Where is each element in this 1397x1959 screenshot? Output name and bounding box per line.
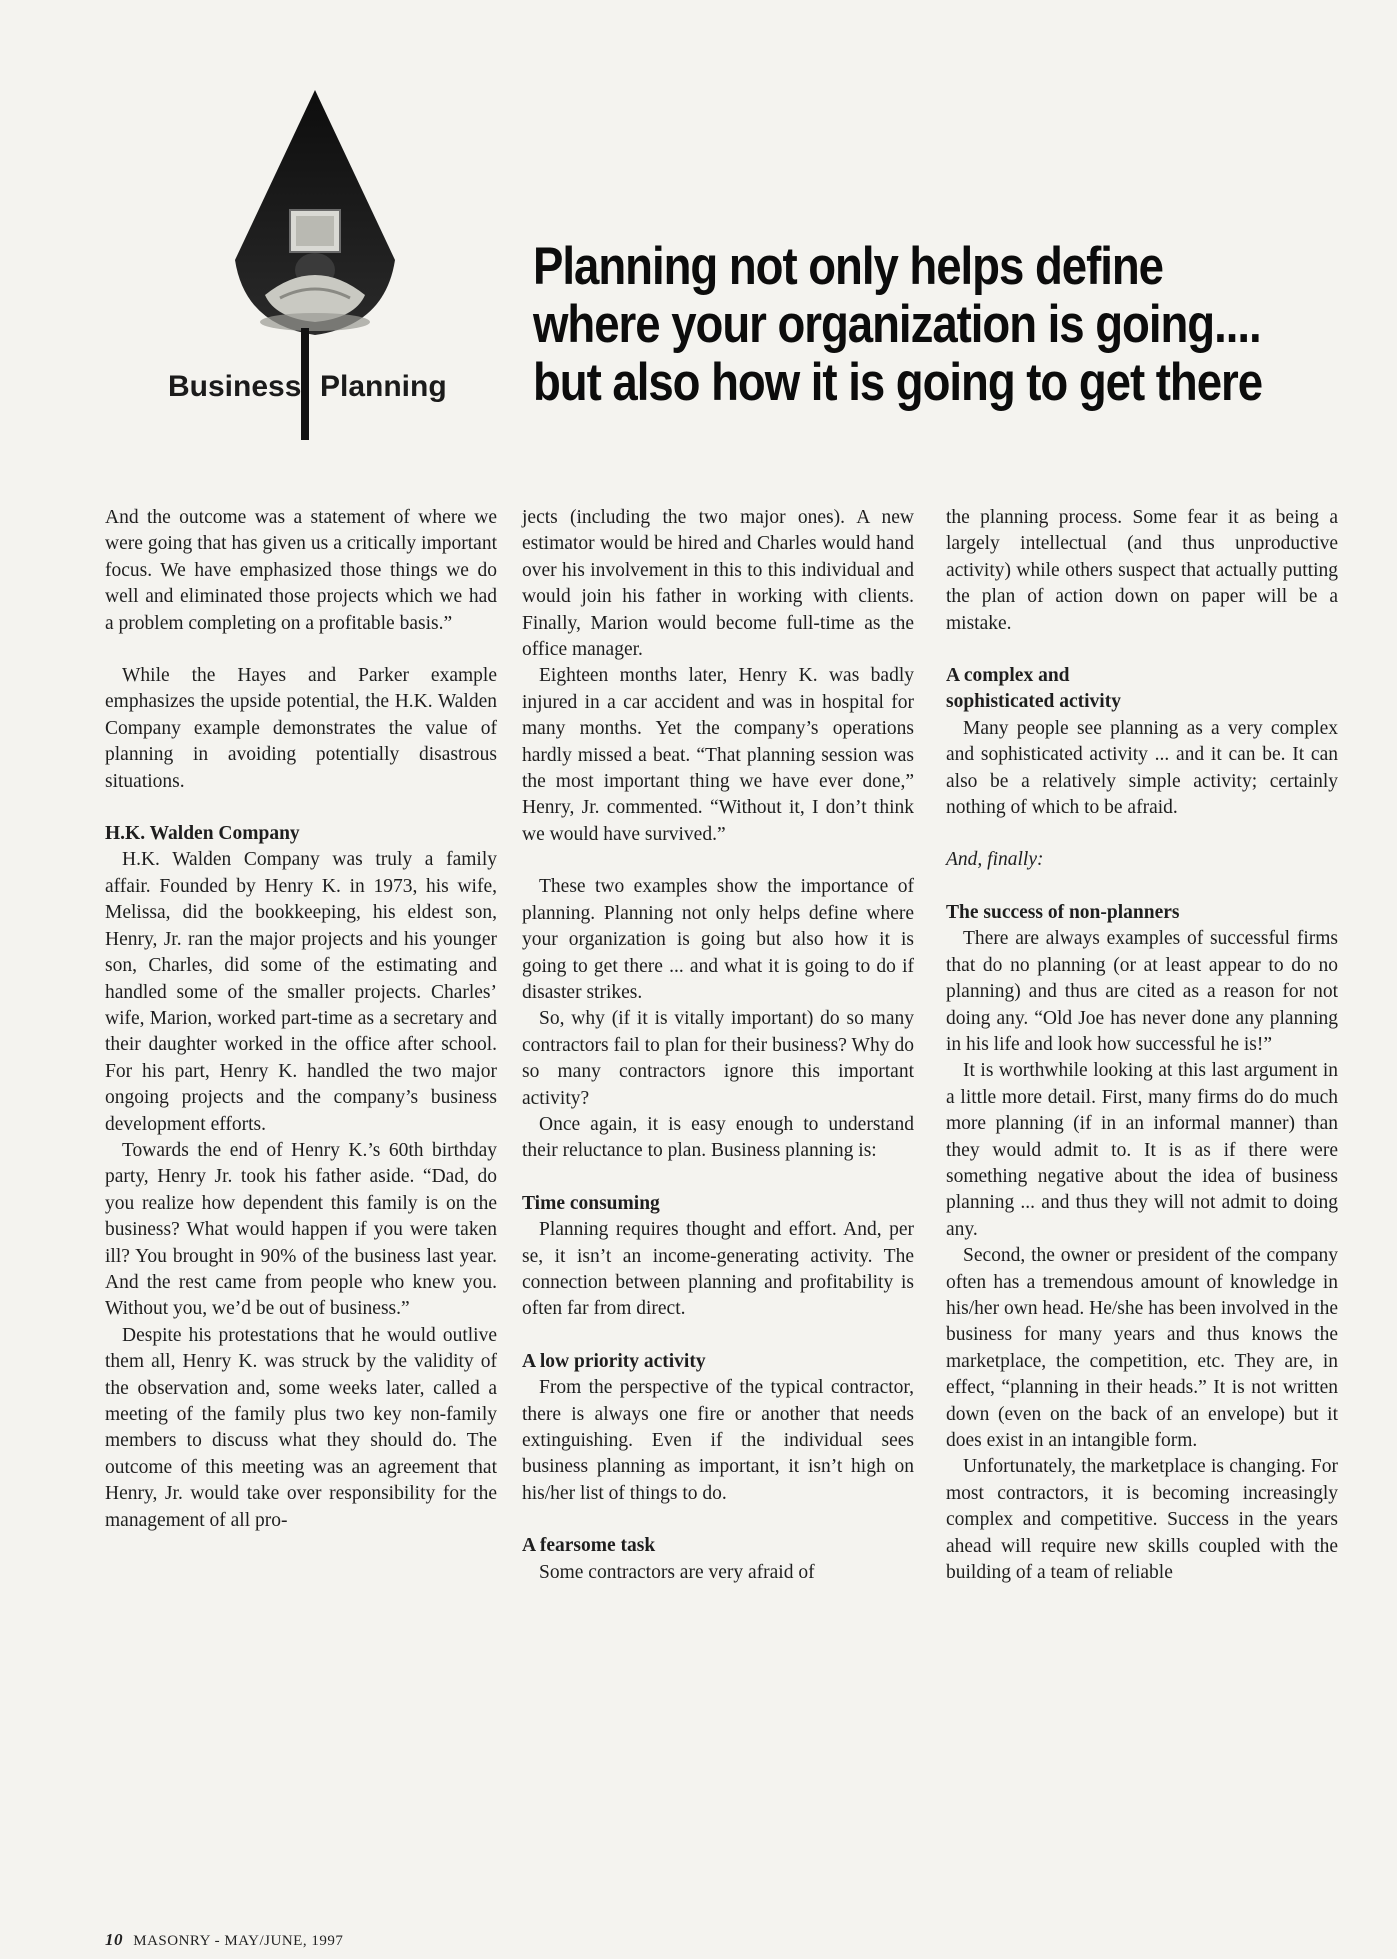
headline-line: where your organization is going.... xyxy=(533,295,1261,354)
headline xyxy=(533,237,1263,412)
paragraph: Unfortunately, the marketplace is changing. For most contractors, it is becoming increasingly complex and competitive. Success in the years ahead will require new skills coupled with the building of a team of reliable xyxy=(946,1456,1338,1584)
paragraph: Planning requires thought and effort. And, per se, it isn’t an income-generating activity. The connection between planning and profitability is often far from direct. xyxy=(522,1219,914,1320)
page-number: 10 xyxy=(105,1930,123,1949)
paragraph: It is worthwhile looking at this last argument in a little more detail. First, many firms do do much more planning (if in an informal manner) than they would admit to. It is as if there were something negative about the idea of business planning ... and thus they will not admit to doing any. xyxy=(946,1060,1338,1240)
subheading: Time consuming xyxy=(522,1192,660,1214)
section-label-word-1: Business xyxy=(168,370,302,403)
page-footer xyxy=(105,1930,343,1950)
article-column-1 xyxy=(105,505,497,1534)
subheading: H.K. Walden Company xyxy=(105,823,300,845)
paragraph: the planning process. Some fear it as being a largely intellectual (and thus unproductive activity) while others suspect that actually putting the plan of action down on paper will be a mistake. xyxy=(946,507,1338,634)
paragraph: jects (including the two major ones). A new estimator would be hired and Charles would hand over his involvement in this to this individual and would join his father in working with clients. Finally, Marion would become full-time as the office manager. xyxy=(522,507,914,661)
paragraph: These two examples show the importance of planning. Planning not only helps define where your organization is going but also how it is going to get there ... and what it is going to do if disaster strikes. xyxy=(522,876,914,1003)
paragraph: There are always examples of successful firms that do no planning (or at least appear to do no planning) and thus are cited as a reason for not doing any. “Old Joe has never done any planning in his life and look how successful he is!” xyxy=(946,928,1338,1055)
headline-line: Planning not only helps define xyxy=(533,237,1163,296)
paragraph: Some contractors are very afraid of xyxy=(539,1561,815,1583)
paragraph: And the outcome was a statement of where we were going that has given us a critically important focus. We have emphasized those things we do well and eliminated those projects which we had a problem completing on a profitable basis.” xyxy=(105,507,497,634)
subheading: A complex and xyxy=(946,665,1070,687)
subheading: A fearsome task xyxy=(522,1535,656,1557)
article-column-3 xyxy=(946,505,1338,1586)
subheading: sophisticated activity xyxy=(946,691,1121,713)
paragraph: Many people see planning as a very complex and sophisticated activity ... and it can be. It can also be a relatively simple activity; certainly nothing of which to be afraid. xyxy=(946,717,1338,819)
publication-info: MASONRY - MAY/JUNE, 1997 xyxy=(133,1933,344,1949)
transition-text: And, finally: xyxy=(946,849,1044,871)
paragraph: From the perspective of the typical contractor, there is always one fire or another that needs extinguishing. Even if the individual sees business planning as important, it isn’t high on his/her list of things to do. xyxy=(522,1377,914,1504)
subheading: A low priority activity xyxy=(522,1350,706,1372)
subheading: The success of non-planners xyxy=(946,901,1180,923)
paragraph: So, why (if it is vitally important) do so many contractors fail to plan for their business? Why do so many contractors ignore this important activity? xyxy=(522,1008,914,1109)
section-label-word-2: Planning xyxy=(320,370,447,403)
paragraph: Eighteen months later, Henry K. was badly injured in a car accident and was in hospital for many months. Yet the company’s operations hardly missed a beat. “That planning session was the most important thing we have ever done,” Henry, Jr. commented. “Without it, I don’t think we would have survived.” xyxy=(522,665,914,845)
paragraph: Second, the owner or president of the company often has a tremendous amount of knowledge in his/her own head. He/she has been involved in the business for many years and thus knows the marketplace, the competition, etc. They are, in effect, “planning in their heads.” It is not written down (even on the back of an envelope) but it does exist in an intangible form. xyxy=(946,1245,1338,1451)
paragraph: Once again, it is easy enough to understand their reluctance to plan. Business planning is: xyxy=(522,1113,914,1162)
headline-line: but also how it is going to get there xyxy=(533,353,1263,412)
paragraph: Despite his protestations that he would outlive them all, Henry K. was struck by the validity of the observation and, some weeks later, called a meeting of the family plus two key non-family members to discuss what they should do. The outcome of this meeting was an agreement that Henry, Jr. would take over responsibility for the management of all pro- xyxy=(105,1324,497,1531)
paragraph: Towards the end of Henry K.’s 60th birthday party, Henry Jr. took his father aside. “Dad, do you realize how dependent this family is on the business? What would happen if you were taken ill? You brought in 90% of the business last year. And the rest came from people who knew you. Without you, we’d be out of business.” xyxy=(105,1139,497,1320)
article-column-2 xyxy=(522,505,914,1586)
paragraph: H.K. Walden Company was truly a family affair. Founded by Henry K. in 1973, his wife, Melissa, did the bookkeeping, his eldest son, Henry, Jr. ran the major projects and his younger son, Charles, did some of the estimating and handled some of the smaller projects. Charles’ wife, Marion, worked part-time as a secretary and their daughter worked in the office after school. For his part, Henry K. handled the two major ongoing projects and the company’s business development efforts. xyxy=(105,849,497,1135)
paragraph: While the Hayes and Parker example emphasizes the upside potential, the H.K. Walden Company example demonstrates the value of planning in avoiding potentially disastrous situations. xyxy=(105,665,497,792)
